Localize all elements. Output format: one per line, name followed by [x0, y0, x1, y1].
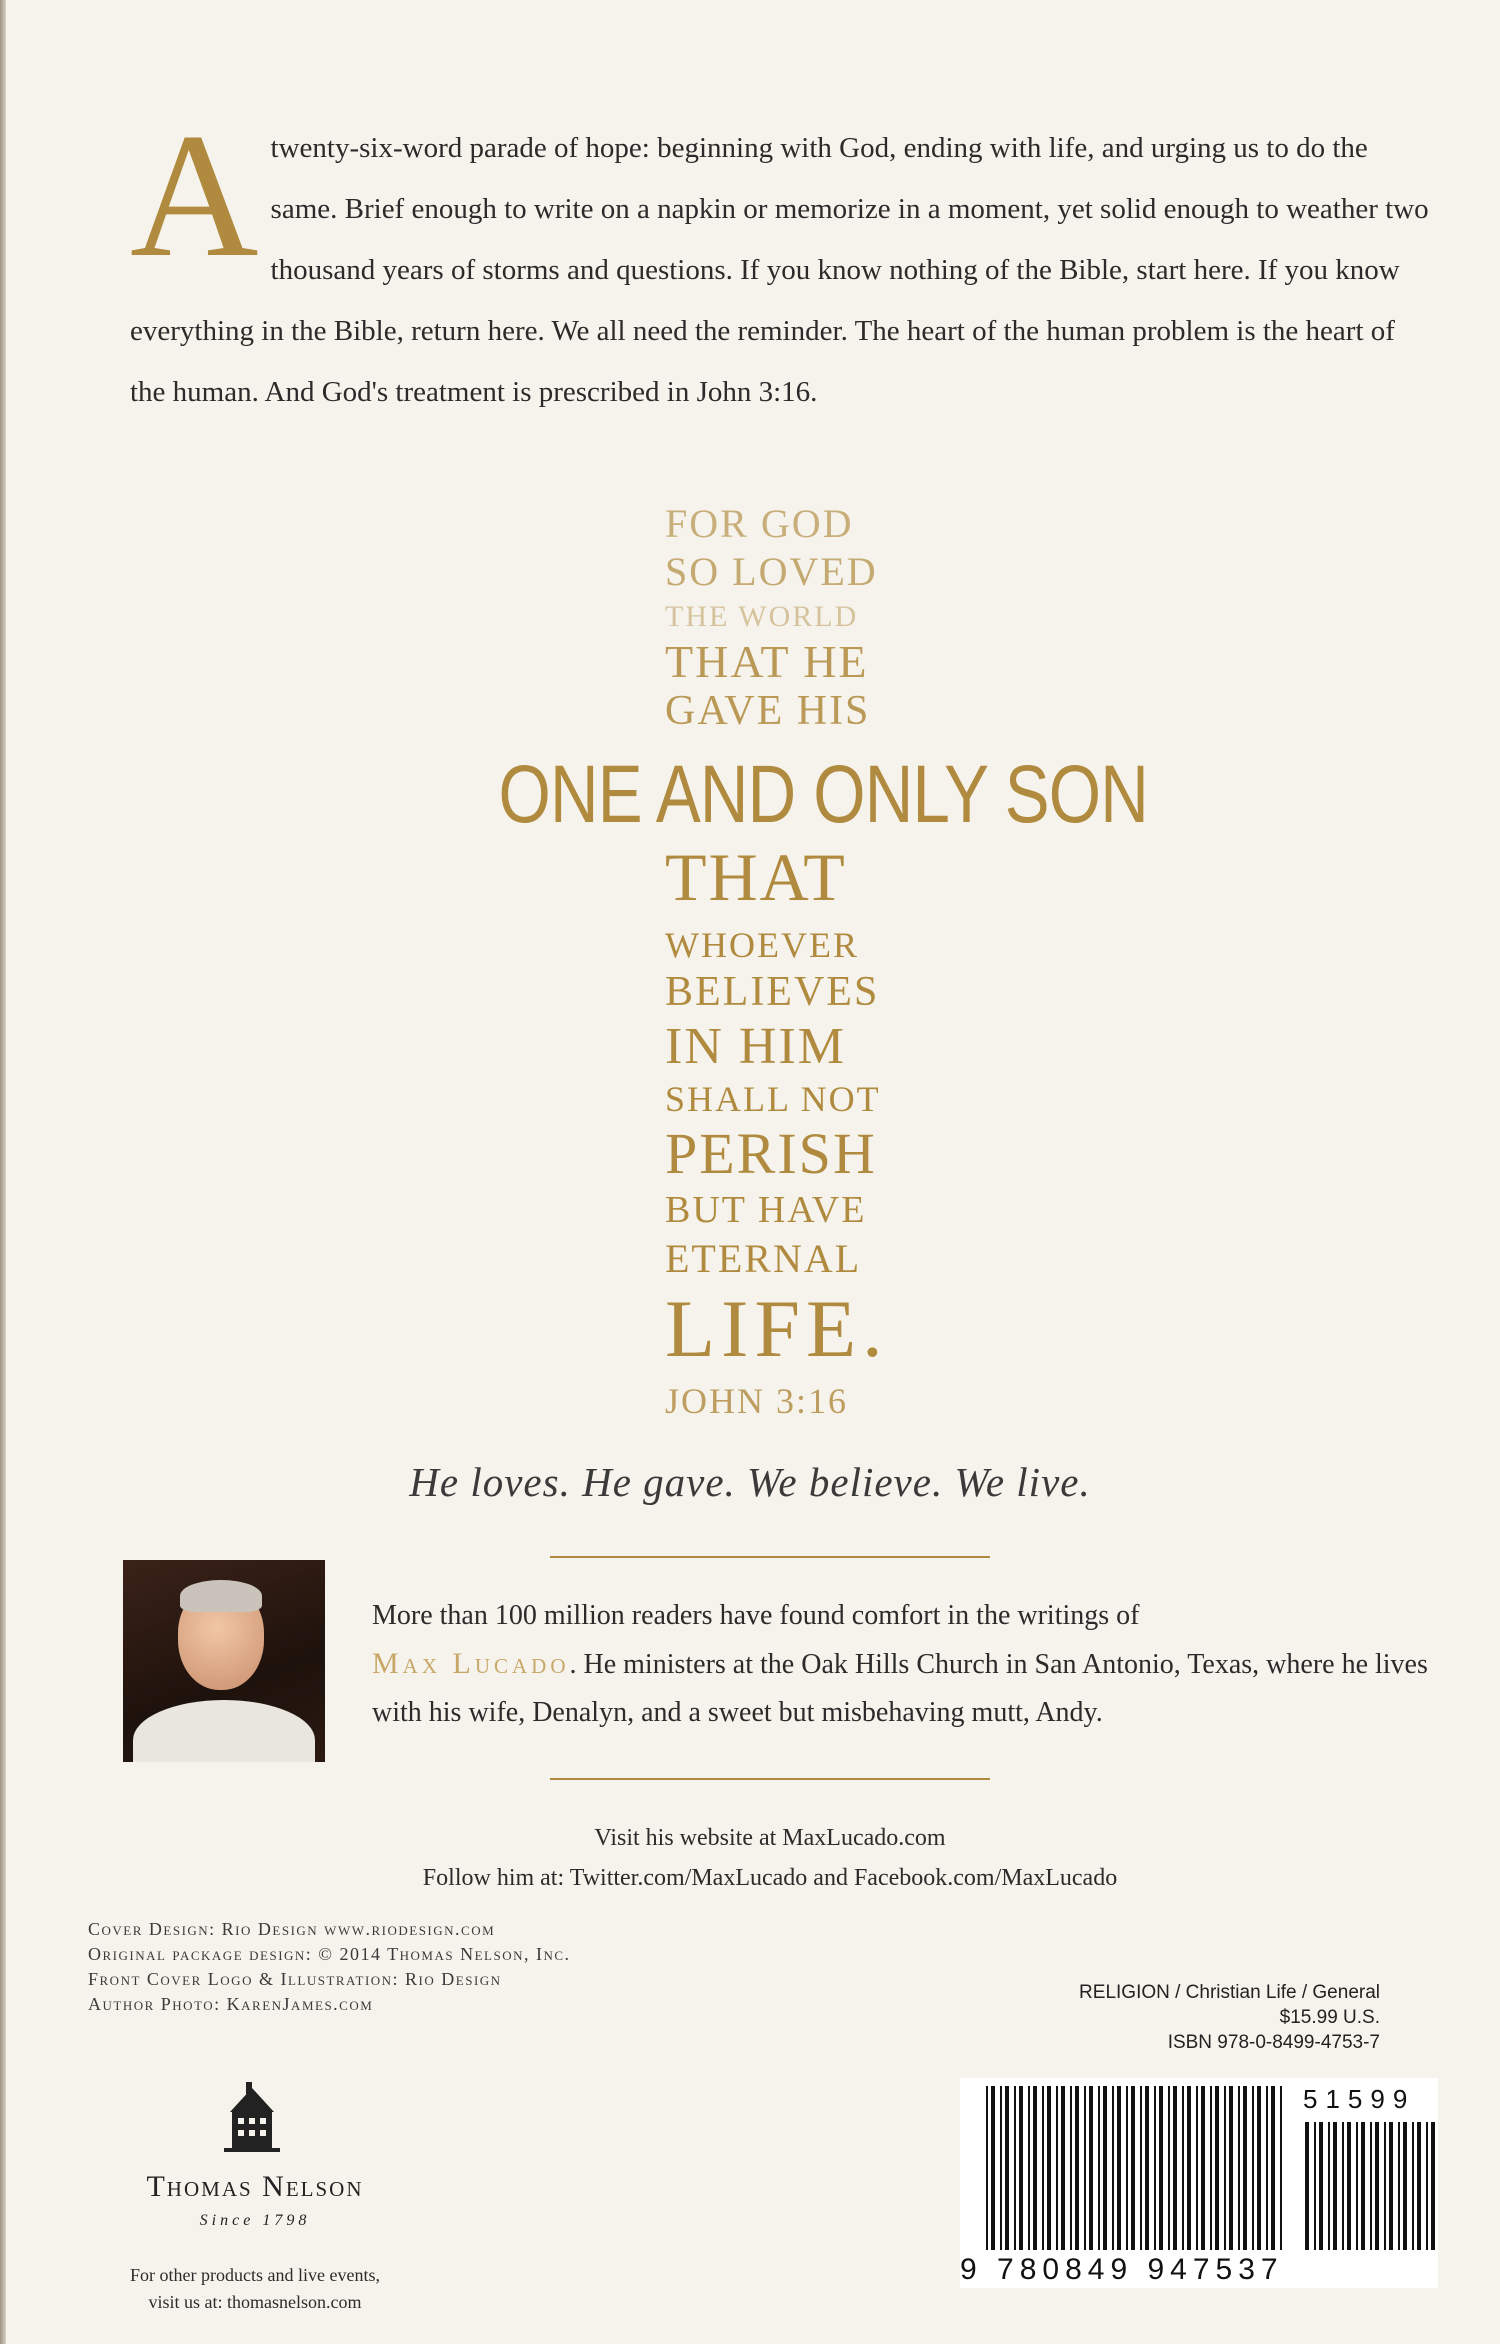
credit-line: Original package design: © 2014 Thomas Nelson, Inc. [88, 1944, 571, 1964]
author-bio [372, 1592, 1432, 1737]
barcode-bar [1361, 2122, 1365, 2250]
barcode-bar [991, 2086, 995, 2250]
barcode-bar [1319, 2122, 1323, 2250]
barcode-bar [1014, 2086, 1016, 2250]
barcode-bar [1075, 2086, 1079, 2250]
barcode-bar [1224, 2086, 1226, 2250]
pricing-block [960, 1980, 1380, 2055]
publisher-visit [60, 2262, 450, 2316]
barcode-bar [1271, 2086, 1275, 2250]
bio-line1: More than 100 million readers have found comfort in the writings of [372, 1600, 1140, 1631]
barcode-bar [1412, 2122, 1414, 2250]
barcode-bar [1384, 2122, 1386, 2250]
barcode-bar [1028, 2086, 1030, 2250]
barcode-bar [1252, 2086, 1254, 2250]
cross-line: ETERNAL [665, 1236, 862, 1281]
barcode-bar [1215, 2086, 1219, 2250]
barcode-bar [1305, 2122, 1309, 2250]
barcode-bar [1033, 2086, 1037, 2250]
intro-text: twenty-six-word parade of hope: beginning with God, ending with life, and urging us to do the same. Brief enough to write on a napkin or memorize in a moment, yet solid enough to weather two thousand years of storms and questions. If you know nothing of the Bible, start here. If you know everything in the Bible, return here. We all need the reminder. The heart of the human problem is the heart of the human. And God's treatment is prescribed in John 3:16. [130, 132, 1429, 408]
tagline: He loves. He gave. We believe. We live. [409, 1459, 1091, 1505]
cross-line: THE WORLD [665, 600, 859, 633]
publisher-logo-icon [224, 2082, 280, 2152]
cross-crossbar: ONE AND ONLY SON [498, 749, 1149, 840]
barcode-bar [1000, 2086, 1002, 2250]
barcode-bar [1426, 2122, 1428, 2250]
barcode-bar [1173, 2086, 1177, 2250]
isbn-barcode [960, 2078, 1438, 2288]
barcode-bar [1047, 2086, 1051, 2250]
credit-line: Author Photo: KarenJames.com [88, 1994, 374, 2014]
cross-line: BELIEVES [665, 969, 880, 1015]
follow-line: Follow him at: Twitter.com/MaxLucado and Facebook.com/MaxLucado [422, 1865, 1118, 1891]
barcode-bar [1098, 2086, 1100, 2250]
cross-line: IN HIM [665, 1018, 846, 1075]
barcode-bar [1117, 2086, 1121, 2250]
credit-line: Cover Design: Rio Design www.riodesign.com [88, 1919, 496, 1939]
barcode-bar [1005, 2086, 1009, 2250]
barcode-bar [1154, 2086, 1156, 2250]
drop-cap: A [130, 96, 259, 294]
divider-rule [550, 1778, 990, 1780]
barcode-bar [1089, 2086, 1093, 2250]
barcode-bar [1145, 2086, 1149, 2250]
barcode-bar [1342, 2122, 1344, 2250]
barcode-bar [1328, 2122, 1330, 2250]
cross-line: SHALL NOT [665, 1079, 881, 1119]
cross-line: THAT [665, 839, 847, 915]
barcode-bar [1103, 2086, 1107, 2250]
isbn-label: ISBN 978-0-8499-4753-7 [1167, 2032, 1380, 2053]
barcode-bar [1417, 2122, 1421, 2250]
barcode-bar [1126, 2086, 1128, 2250]
barcode-bar [1042, 2086, 1044, 2250]
barcode-bar [1333, 2122, 1337, 2250]
barcode-bar [1370, 2122, 1372, 2250]
cross-reference: JOHN 3:16 [665, 1381, 849, 1421]
website-line: Visit his website at MaxLucado.com [594, 1825, 946, 1851]
barcode-bar [1084, 2086, 1086, 2250]
barcode-bar [1210, 2086, 1212, 2250]
author-photo [123, 1560, 325, 1762]
barcode-bar [1375, 2122, 1379, 2250]
author-name: Max Lucado [372, 1647, 570, 1680]
price-code: 51599 [1303, 2084, 1416, 2114]
cross-line: BUT HAVE [665, 1189, 867, 1231]
credit-line: Front Cover Logo & Illustration: Rio Design [88, 1969, 502, 1989]
barcode-bar [1159, 2086, 1163, 2250]
cross-line: GAVE HIS [665, 688, 871, 734]
barcode-bar [1131, 2086, 1135, 2250]
barcode-bar [1056, 2086, 1058, 2250]
barcode-bar [1389, 2122, 1393, 2250]
barcode-bar [1070, 2086, 1072, 2250]
cross-line: PERISH [665, 1121, 877, 1186]
barcode-bar [1019, 2086, 1023, 2250]
barcode-bar [1140, 2086, 1142, 2250]
barcode-bar [1187, 2086, 1191, 2250]
cross-line: THAT HE [665, 636, 869, 687]
cross-line: LIFE. [665, 1283, 889, 1374]
category-label: RELIGION / Christian Life / General [1079, 1982, 1380, 2003]
divider-rule [550, 1556, 990, 1558]
cross-line: WHOEVER [665, 925, 859, 965]
publisher-since: Since 1798 [199, 2212, 311, 2229]
barcode-bar [1229, 2086, 1233, 2250]
spine-edge [0, 0, 6, 2344]
barcode-bar [1238, 2086, 1240, 2250]
barcode-bar [1431, 2122, 1435, 2250]
barcode-bar [986, 2086, 988, 2250]
barcode-bar [1112, 2086, 1114, 2250]
barcode-bar [1314, 2122, 1316, 2250]
contact-info [0, 1818, 1500, 1898]
barcode-number: 9 780849 947537 [960, 2253, 1284, 2286]
barcode-bar [1356, 2122, 1358, 2250]
barcode-bar [1398, 2122, 1400, 2250]
visit-line: visit us at: thomasnelson.com [148, 2292, 362, 2312]
barcode-bar [1196, 2086, 1198, 2250]
cross-line: SO LOVED [665, 549, 878, 594]
price-label: $15.99 U.S. [1279, 2007, 1380, 2028]
barcode-bar [1257, 2086, 1261, 2250]
barcode-bar [1061, 2086, 1065, 2250]
design-credits [88, 1917, 808, 2017]
visit-line: For other products and live events, [130, 2265, 380, 2285]
barcode-bar [1347, 2122, 1351, 2250]
barcode-bar [1182, 2086, 1184, 2250]
barcode-bar [1201, 2086, 1205, 2250]
intro-paragraph [130, 96, 1430, 423]
barcode-bar [1243, 2086, 1247, 2250]
barcode-bar [1266, 2086, 1268, 2250]
barcode-bar [1280, 2086, 1282, 2250]
cross-line: FOR GOD [665, 501, 854, 546]
bio-line2: . He ministers at the Oak Hills Church in San Antonio, Texas, where he lives with his wife, Denalyn, and a sweet but misbehaving mutt, Andy. [372, 1649, 1428, 1728]
barcode-bar [1168, 2086, 1170, 2250]
barcode-bar [1403, 2122, 1407, 2250]
publisher-name: Thomas Nelson [146, 2170, 364, 2203]
